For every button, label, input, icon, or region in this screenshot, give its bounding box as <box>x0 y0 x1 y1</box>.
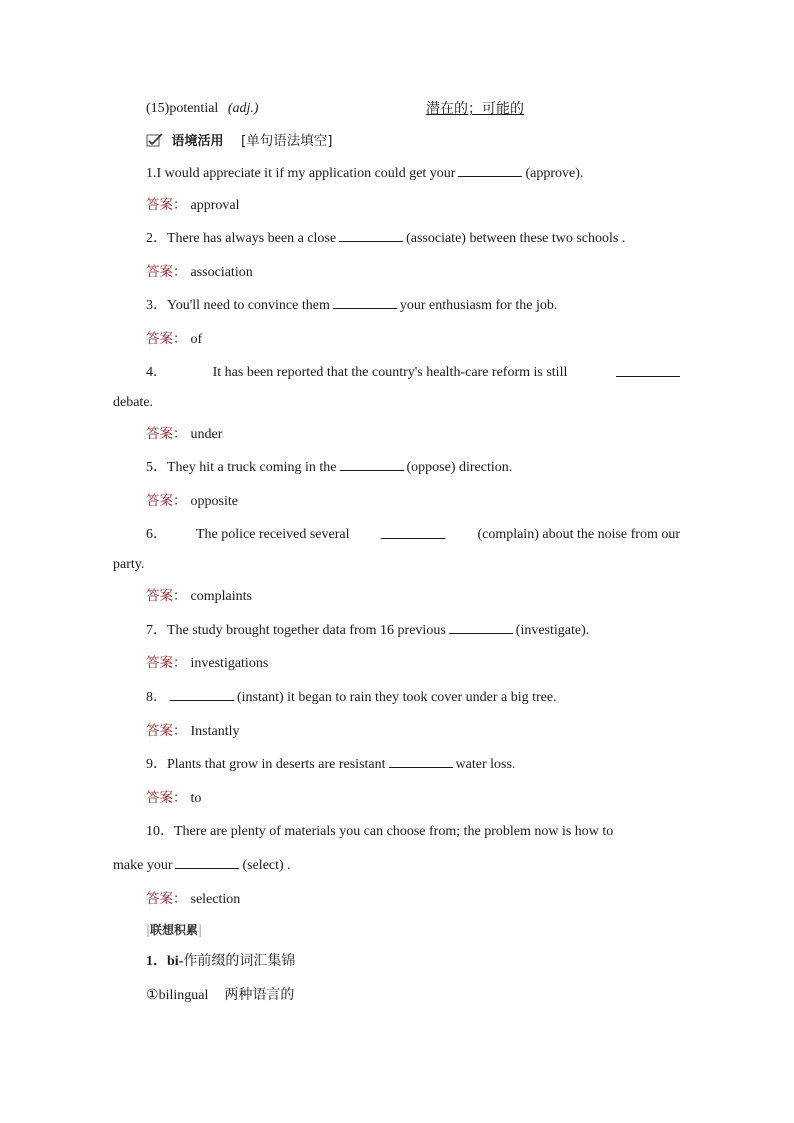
question-3: 3．You'll need to convince them your enthusiasm for the job. <box>146 298 558 313</box>
section-header <box>146 132 333 151</box>
vocab-meaning: 潜在的；可能的 <box>426 101 524 117</box>
question-4-cont: debate. <box>113 395 154 410</box>
answer-6: 答案： complaints <box>146 588 252 604</box>
association-heading: 1．bi-作前缀的词汇集锦 <box>146 953 296 969</box>
answer-blank <box>333 296 397 309</box>
answer-blank <box>458 164 522 177</box>
part-of-speech: (adj.) <box>227 101 259 116</box>
pencil-check-icon <box>146 133 164 147</box>
question-5: 5．They hit a truck coming in the (oppose) direction. <box>146 460 513 475</box>
section-subtitle: [单句语法填空] <box>241 133 333 149</box>
answer-blank <box>339 229 403 242</box>
question-1: 1.I would appreciate it if my application could get your (approve). <box>146 166 584 181</box>
association-section-label: |联想积累| <box>146 923 203 937</box>
answer-blank <box>175 856 239 869</box>
question-6: 6． The police received several (complain) about the noise from our <box>146 527 680 542</box>
answer-blank <box>170 688 234 701</box>
question-7: 7．The study brought together data from 16 previous (investigate). <box>146 623 590 638</box>
answer-blank <box>340 458 404 471</box>
answer-blank <box>449 621 513 634</box>
answer-1: 答案： approval <box>146 197 240 213</box>
answer-2: 答案： association <box>146 264 253 280</box>
answer-8: 答案： Instantly <box>146 723 240 739</box>
answer-blank <box>389 755 453 768</box>
answer-7: 答案： investigations <box>146 655 269 671</box>
question-10: 10．There are plenty of materials you can choose from; the problem now is how to <box>146 824 614 839</box>
question-4: 4． It has been reported that the country's health-care reform is still <box>146 364 680 382</box>
question-9: 9．Plants that grow in deserts are resistant water loss. <box>146 757 516 772</box>
section-title: 语境活用 <box>171 134 224 149</box>
answer-5: 答案： opposite <box>146 493 238 509</box>
question-8: 8． (instant) it began to rain they took cover under a big tree. <box>146 690 557 705</box>
vocab-entry <box>146 100 259 118</box>
question-2: 2．There has always been a close (associate) between these two schools . <box>146 231 626 246</box>
answer-4: 答案： under <box>146 426 223 442</box>
question-6-cont: party. <box>113 557 145 572</box>
answer-blank <box>616 364 680 377</box>
answer-9: 答案： to <box>146 790 202 806</box>
question-10-cont: make your (select) . <box>113 858 291 873</box>
association-item-1: ①bilingual 两种语言的 <box>146 987 295 1003</box>
answer-blank <box>381 526 445 539</box>
vocab-word: (15)potential <box>146 101 219 116</box>
answer-10: 答案： selection <box>146 891 241 907</box>
answer-3: 答案： of <box>146 331 203 347</box>
